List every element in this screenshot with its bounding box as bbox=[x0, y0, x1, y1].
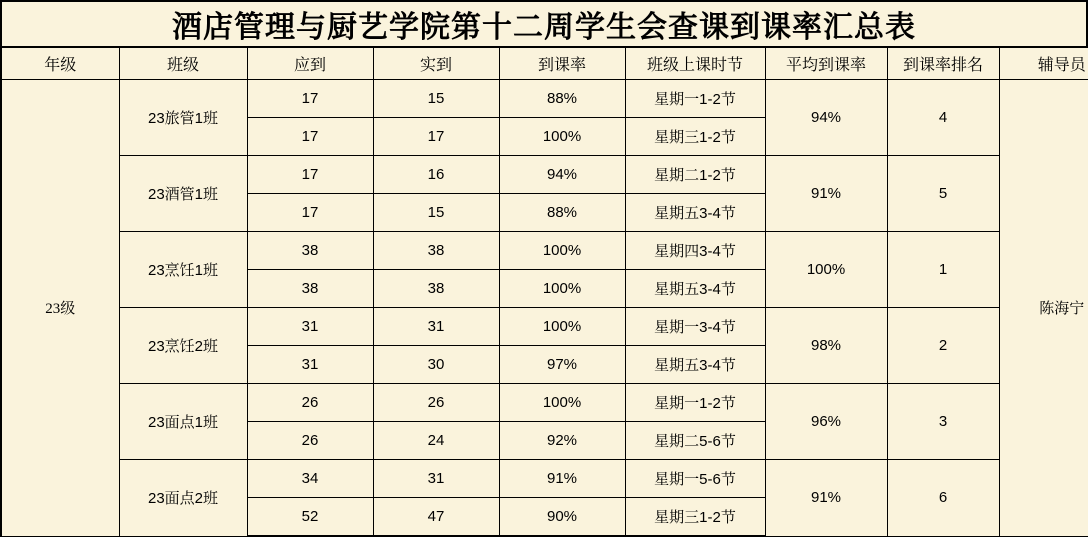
period-cell: 星期一5-6节 bbox=[625, 460, 765, 498]
rate-cell: 97% bbox=[499, 346, 625, 384]
page-title: 酒店管理与厨艺学院第十二周学生会查课到课率汇总表 bbox=[172, 11, 916, 44]
actual-cell: 38 bbox=[373, 232, 499, 270]
actual-cell: 30 bbox=[373, 346, 499, 384]
class-name-cell: 23烹饪1班 bbox=[119, 232, 247, 308]
period-cell: 星期五3-4节 bbox=[625, 346, 765, 384]
average-rate-cell: 100% bbox=[765, 232, 887, 308]
rate-cell: 92% bbox=[499, 422, 625, 460]
class-name-cell: 23酒管1班 bbox=[119, 156, 247, 232]
average-rate-cell: 96% bbox=[765, 384, 887, 460]
table-row bbox=[1, 384, 1088, 422]
rate-cell: 88% bbox=[499, 194, 625, 232]
expected-cell: 26 bbox=[247, 422, 373, 460]
table-row bbox=[1, 308, 1088, 346]
expected-cell: 17 bbox=[247, 80, 373, 118]
expected-cell: 31 bbox=[247, 346, 373, 384]
column-header-rank: 到课率排名 bbox=[887, 48, 999, 80]
column-header-expected: 应到 bbox=[247, 48, 373, 80]
period-cell: 星期四3-4节 bbox=[625, 232, 765, 270]
table-row bbox=[1, 80, 1088, 118]
rate-cell: 100% bbox=[499, 270, 625, 308]
period-cell: 星期二1-2节 bbox=[625, 156, 765, 194]
actual-cell: 38 bbox=[373, 270, 499, 308]
rate-cell: 88% bbox=[499, 80, 625, 118]
actual-cell: 26 bbox=[373, 384, 499, 422]
column-header-counselor: 辅导员 bbox=[999, 48, 1088, 80]
actual-cell: 15 bbox=[373, 194, 499, 232]
average-rate-cell: 94% bbox=[765, 80, 887, 156]
expected-cell: 31 bbox=[247, 308, 373, 346]
column-header-rate: 到课率 bbox=[499, 48, 625, 80]
table-body bbox=[1, 80, 1088, 537]
class-name-cell: 23面点2班 bbox=[119, 460, 247, 537]
rank-cell: 1 bbox=[887, 232, 999, 308]
grade-cell: 23级 bbox=[1, 80, 119, 537]
average-rate-cell: 91% bbox=[765, 460, 887, 537]
actual-cell: 24 bbox=[373, 422, 499, 460]
column-header-grade: 年级 bbox=[1, 48, 119, 80]
expected-cell: 34 bbox=[247, 460, 373, 498]
period-cell: 星期三1-2节 bbox=[625, 118, 765, 156]
rate-cell: 91% bbox=[499, 460, 625, 498]
period-cell: 星期一1-2节 bbox=[625, 80, 765, 118]
expected-cell: 17 bbox=[247, 118, 373, 156]
period-cell: 星期一3-4节 bbox=[625, 308, 765, 346]
table-row bbox=[1, 156, 1088, 194]
rank-cell: 3 bbox=[887, 384, 999, 460]
actual-cell: 15 bbox=[373, 80, 499, 118]
class-name-cell: 23烹饪2班 bbox=[119, 308, 247, 384]
average-rate-cell: 91% bbox=[765, 156, 887, 232]
period-cell: 星期五3-4节 bbox=[625, 194, 765, 232]
expected-cell: 26 bbox=[247, 384, 373, 422]
actual-cell: 17 bbox=[373, 118, 499, 156]
table-row bbox=[1, 232, 1088, 270]
sheet-title-row bbox=[0, 0, 1088, 47]
column-header-actual: 实到 bbox=[373, 48, 499, 80]
rate-cell: 100% bbox=[499, 118, 625, 156]
rank-cell: 5 bbox=[887, 156, 999, 232]
period-cell: 星期五3-4节 bbox=[625, 270, 765, 308]
period-cell: 星期二5-6节 bbox=[625, 422, 765, 460]
rate-cell: 100% bbox=[499, 232, 625, 270]
class-name-cell: 23旅管1班 bbox=[119, 80, 247, 156]
column-header-average-rate: 平均到课率 bbox=[765, 48, 887, 80]
rate-cell: 100% bbox=[499, 308, 625, 346]
actual-cell: 16 bbox=[373, 156, 499, 194]
class-name-cell: 23面点1班 bbox=[119, 384, 247, 460]
table-row bbox=[1, 460, 1088, 498]
actual-cell: 31 bbox=[373, 460, 499, 498]
rank-cell: 6 bbox=[887, 460, 999, 537]
rank-cell: 4 bbox=[887, 80, 999, 156]
counselor-cell: 陈海宁 bbox=[999, 80, 1088, 537]
period-cell: 星期三1-2节 bbox=[625, 498, 765, 537]
expected-cell: 52 bbox=[247, 498, 373, 537]
expected-cell: 38 bbox=[247, 270, 373, 308]
table-header-row bbox=[1, 48, 1088, 80]
rank-cell: 2 bbox=[887, 308, 999, 384]
average-rate-cell: 98% bbox=[765, 308, 887, 384]
column-header-period: 班级上课时节 bbox=[625, 48, 765, 80]
rate-cell: 90% bbox=[499, 498, 625, 537]
expected-cell: 17 bbox=[247, 156, 373, 194]
column-header-class: 班级 bbox=[119, 48, 247, 80]
expected-cell: 17 bbox=[247, 194, 373, 232]
rate-cell: 94% bbox=[499, 156, 625, 194]
actual-cell: 31 bbox=[373, 308, 499, 346]
expected-cell: 38 bbox=[247, 232, 373, 270]
attendance-table bbox=[0, 47, 1088, 537]
actual-cell: 47 bbox=[373, 498, 499, 537]
rate-cell: 100% bbox=[499, 384, 625, 422]
period-cell: 星期一1-2节 bbox=[625, 384, 765, 422]
